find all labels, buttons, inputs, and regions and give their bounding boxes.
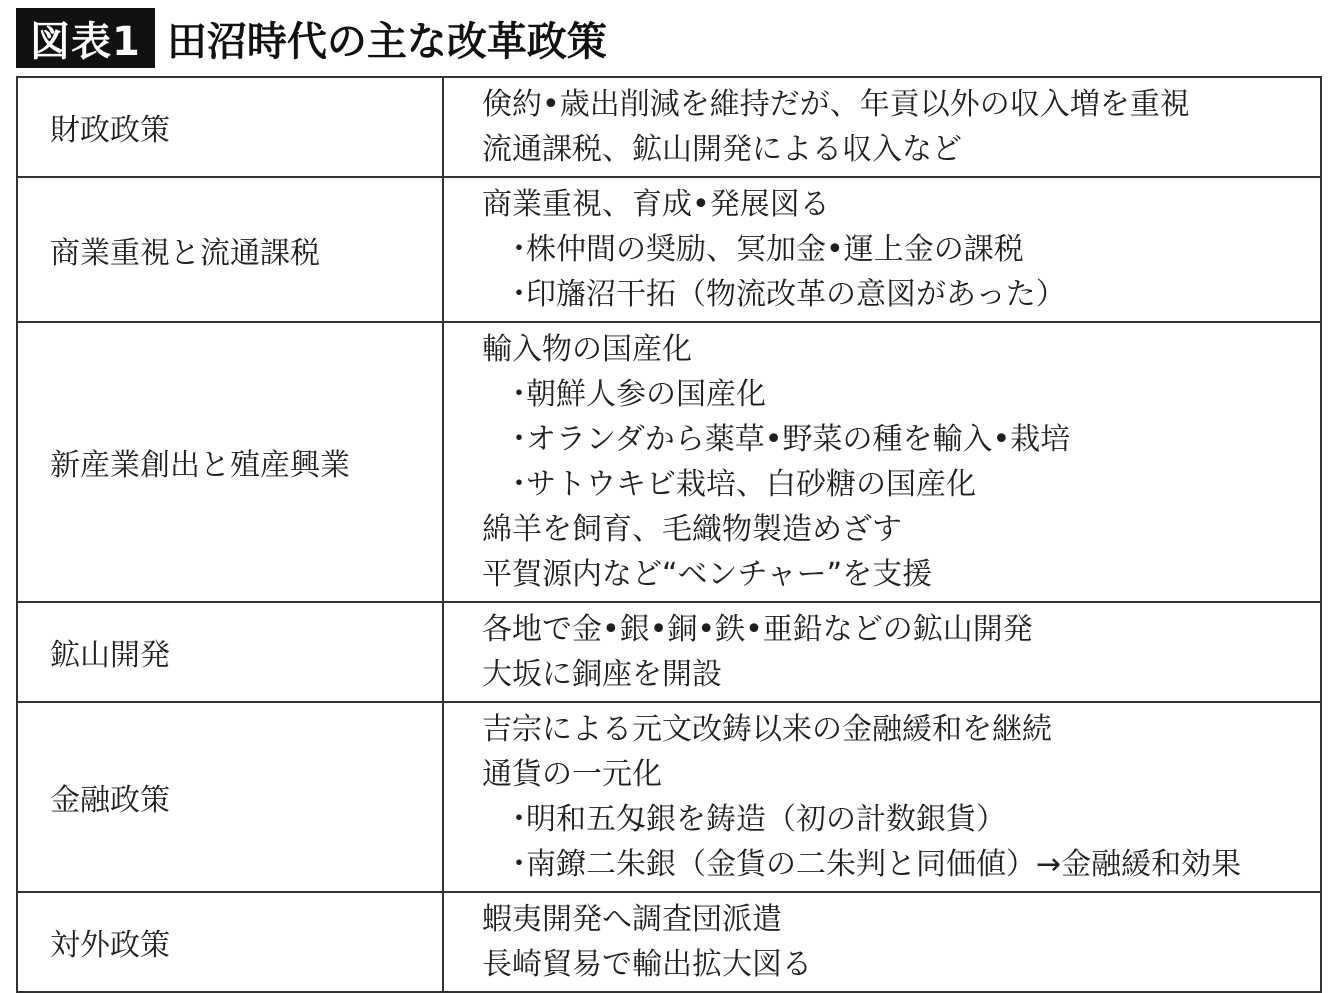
policy-description-line: 商業重視、育成•発展図る xyxy=(482,187,830,222)
policy-category: 財政政策 xyxy=(17,77,443,177)
policy-category: 金融政策 xyxy=(17,702,443,892)
policy-description xyxy=(443,77,1321,177)
policy-category: 対外政策 xyxy=(17,892,443,992)
policy-description-line: 大坂に銅座を開設 xyxy=(482,657,722,692)
policy-description xyxy=(443,322,1321,602)
policy-table-body xyxy=(17,77,1321,992)
policy-description-line: 吉宗による元文改鋳以来の金融緩和を継続 xyxy=(482,712,1052,747)
policy-row xyxy=(17,602,1321,702)
policy-row xyxy=(17,892,1321,992)
policy-row xyxy=(17,77,1321,177)
policy-description xyxy=(443,892,1321,992)
policy-bullet-item: ・ 明和五匁銀を鋳造（初の計数銀貨） xyxy=(482,797,1320,842)
policy-row xyxy=(17,177,1321,322)
policy-row xyxy=(17,322,1321,602)
policy-description-line: 綿羊を飼育、毛織物製造めざす xyxy=(482,512,902,547)
policy-description-line: 各地で金•銀•銅•鉄•亜鉛などの鉱山開発 xyxy=(482,612,1033,647)
policy-bullet-item: ・ 朝鮮人参の国産化 xyxy=(482,372,1320,417)
policy-description-line: 蝦夷開発へ調査団派遣 xyxy=(482,902,782,937)
figure-label-badge: 図表1 xyxy=(16,8,155,68)
figure-title: 田沼時代の主な改革政策 xyxy=(166,18,607,65)
policy-description-line: 長崎貿易で輸出拡大図る xyxy=(482,947,812,982)
policy-description xyxy=(443,702,1321,892)
figure-header xyxy=(16,8,607,68)
policy-category: 新産業創出と殖産興業 xyxy=(17,322,443,602)
policy-bullet-item: ・ 南鐐二朱銀（金貨の二朱判と同価値）→金融緩和効果 xyxy=(482,842,1320,887)
policy-description-line: 平賀源内など“ベンチャー”を支援 xyxy=(482,557,933,592)
policy-row xyxy=(17,702,1321,892)
policy-description-line: 通貨の一元化 xyxy=(482,757,662,792)
policy-description-line: 倹約•歳出削減を維持だが、年貢以外の収入増を重視 xyxy=(482,87,1190,122)
policy-bullet-item: ・ 印旛沼干拓（物流改革の意図があった） xyxy=(482,272,1320,317)
policy-description xyxy=(443,177,1321,322)
policy-category: 鉱山開発 xyxy=(17,602,443,702)
policy-description-line: 輸入物の国産化 xyxy=(482,332,692,367)
policy-bullet-item: ・ オランダから薬草•野菜の種を輸入•栽培 xyxy=(482,417,1320,462)
policy-bullet-item: ・ 株仲間の奨励、冥加金•運上金の課税 xyxy=(482,227,1320,272)
policy-description-line: 流通課税、鉱山開発による収入など xyxy=(482,132,962,167)
policy-table xyxy=(16,76,1322,993)
policy-category: 商業重視と流通課税 xyxy=(17,177,443,322)
policy-bullet-item: ・ サトウキビ栽培、白砂糖の国産化 xyxy=(482,462,1320,507)
policy-description xyxy=(443,602,1321,702)
